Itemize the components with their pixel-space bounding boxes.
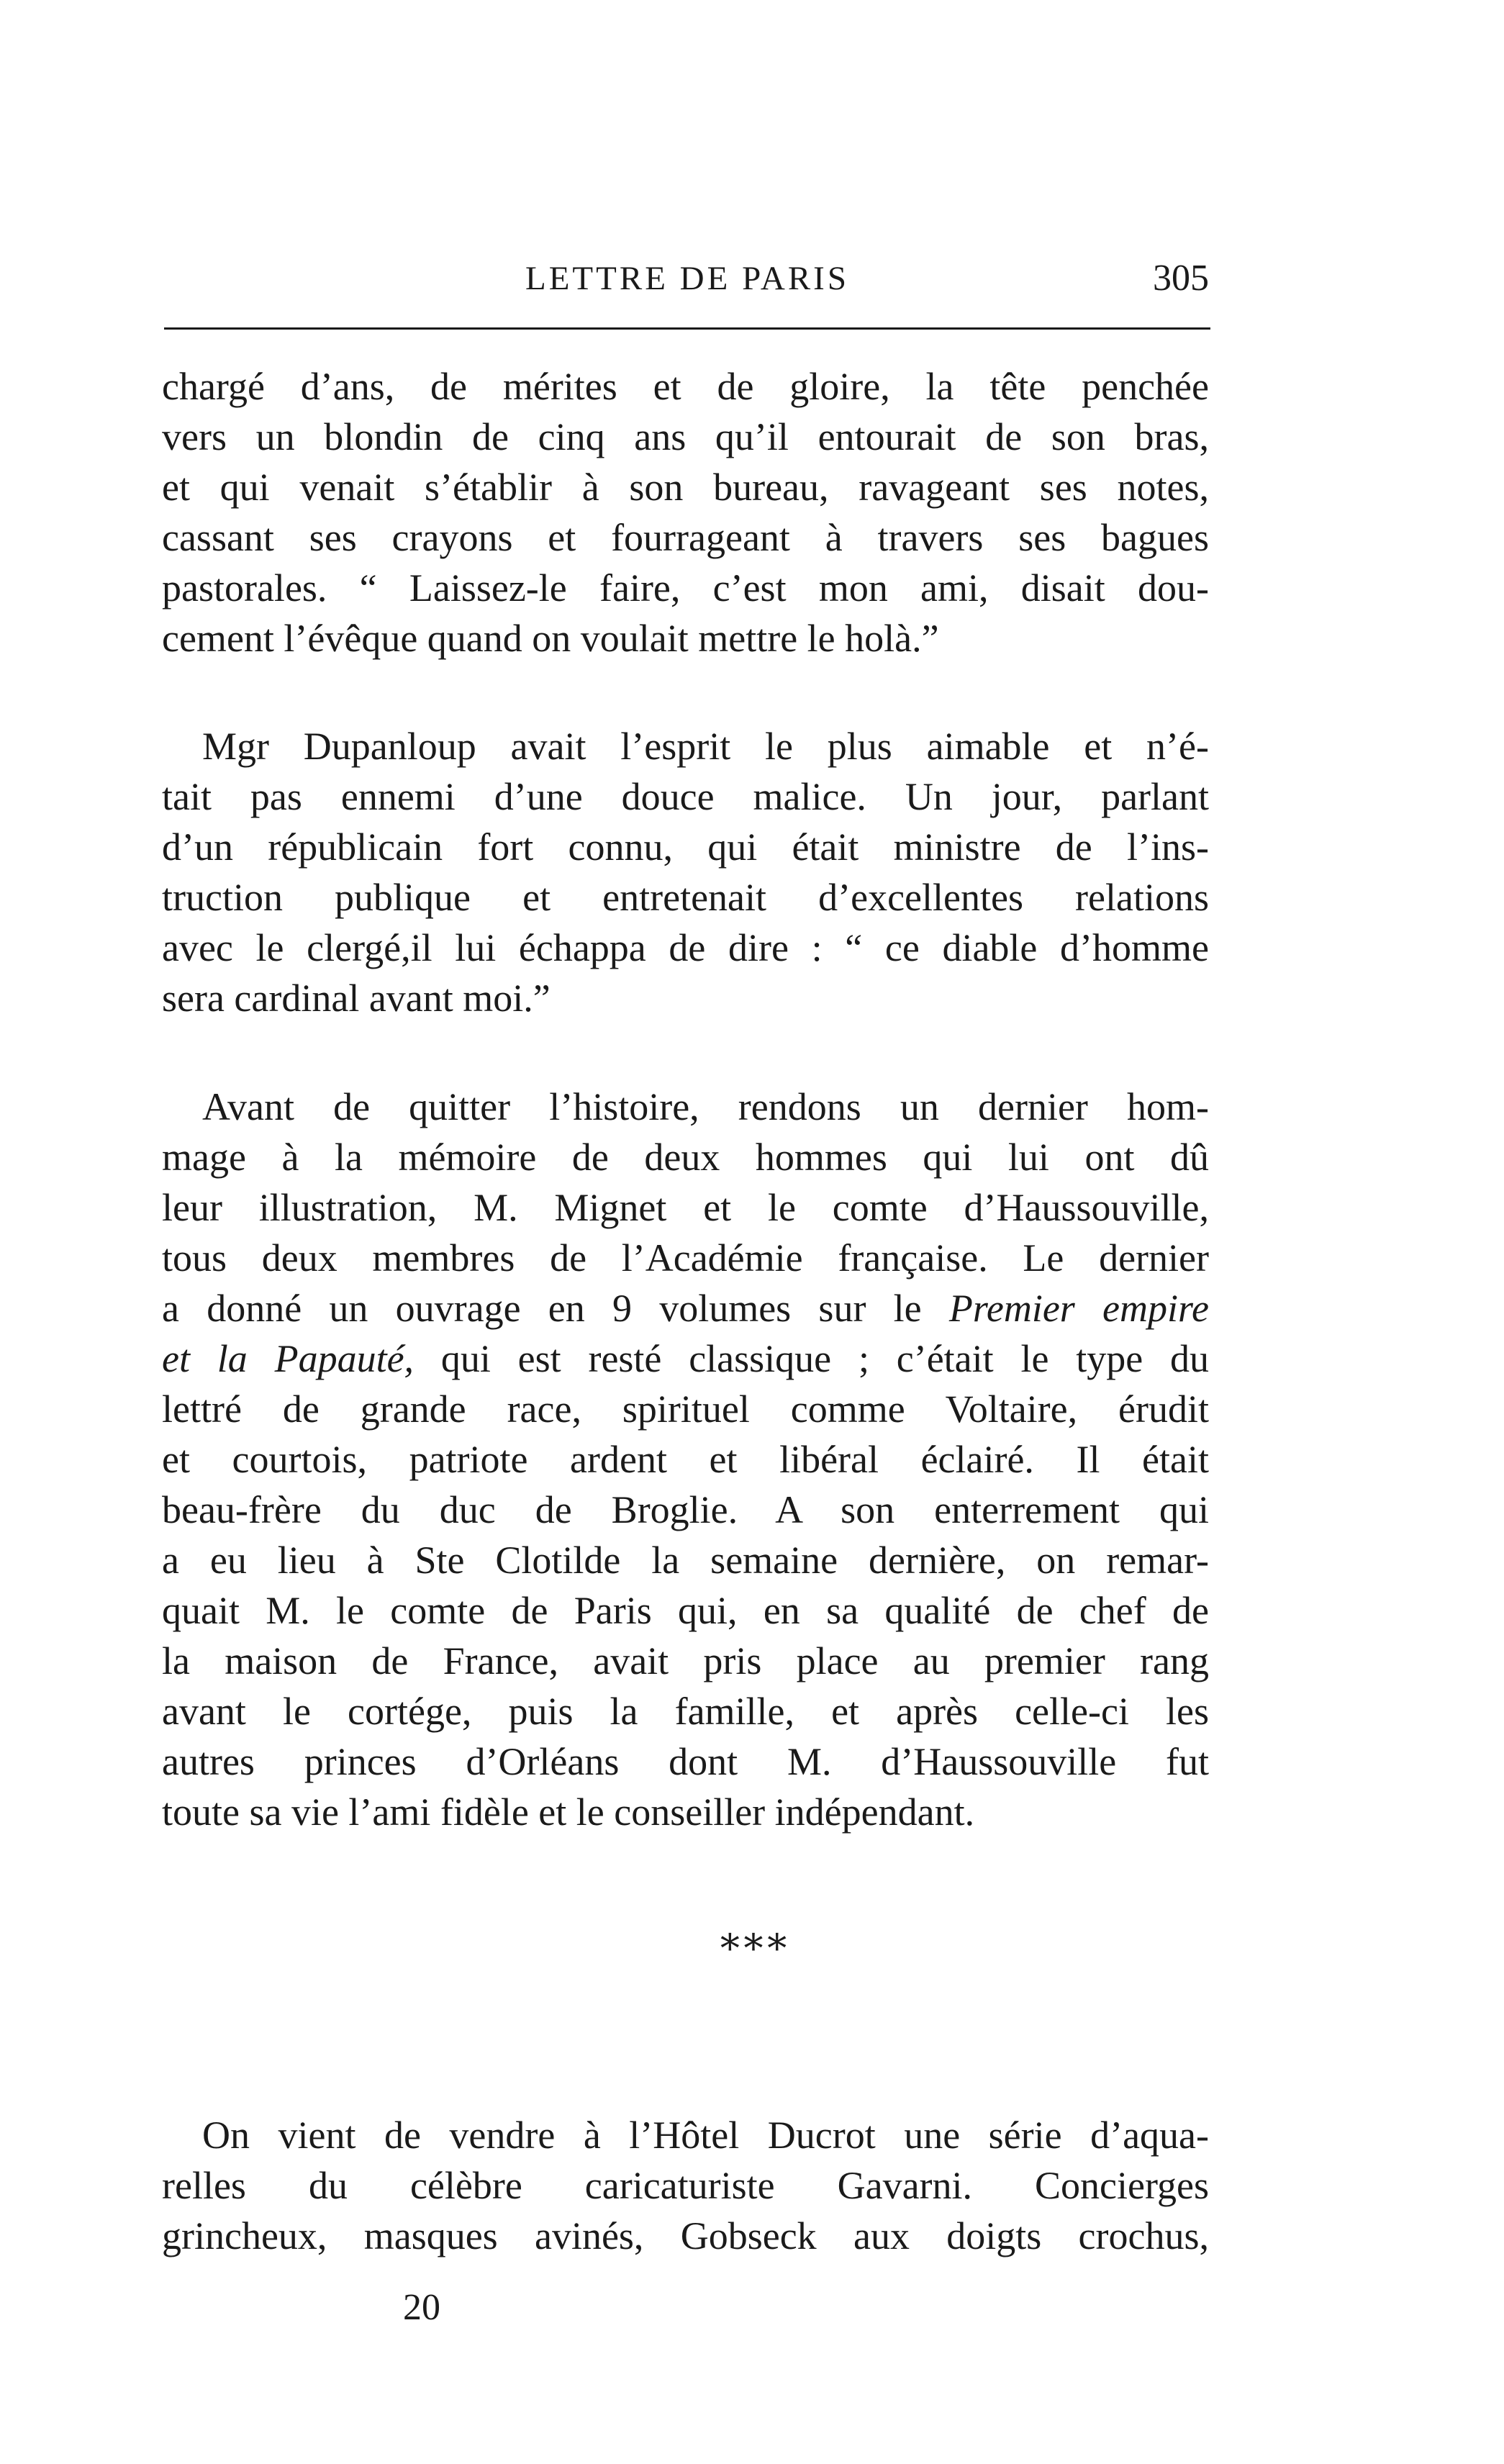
text-line: cassant ses crayons et fourrageant à travers ses bagues (162, 516, 1209, 559)
running-head (166, 253, 1209, 304)
text-line-with-title (162, 1333, 1209, 1384)
text-line: beau-frère du duc de Broglie. A son enterrement qui (162, 1488, 1209, 1531)
book-title-italic: et la Papauté, (162, 1337, 414, 1380)
text-line: avant le cortége, puis la famille, et après celle-ci les (162, 1690, 1209, 1733)
paragraph-4 (162, 2110, 1209, 2261)
text-line: Avant de quitter l’histoire, rendons un dernier hom- (202, 1085, 1209, 1128)
text-line: truction publique et entretenait d’excellentes relations (162, 876, 1209, 919)
text-line: On vient de vendre à l’Hôtel Ducrot une série d’aqua- (202, 2114, 1209, 2157)
signature-mark: 20 (403, 2287, 440, 2328)
text-line: a eu lieu à Ste Clotilde la semaine dernière, on remar- (162, 1539, 1209, 1582)
page-number: 305 (1153, 258, 1209, 299)
text-line: chargé d’ans, de mérites et de gloire, la tête penchée (162, 365, 1209, 408)
text-line: leur illustration, M. Mignet et le comte d’Haussouville, (162, 1186, 1209, 1229)
text-line: d’un républicain fort connu, qui était ministre de l’ins- (162, 825, 1209, 869)
book-title-italic: Premier empire (948, 1287, 1209, 1330)
text-line: quait M. le comte de Paris qui, en sa qualité de chef de (162, 1589, 1209, 1632)
text-fragment: a donné un ouvrage en 9 volumes sur le (162, 1287, 922, 1330)
text-line: pastorales. “ Laissez-le faire, c’est mon ami, disait dou- (162, 566, 1209, 610)
text-line: Mgr Dupanloup avait l’esprit le plus aimable et n’é- (202, 725, 1209, 768)
paragraph-2 (162, 721, 1209, 1023)
header-rule (164, 327, 1210, 330)
text-line: tait pas ennemi d’une douce malice. Un jour, parlant (162, 775, 1209, 818)
running-title: LETTRE DE PARIS (525, 260, 849, 297)
paragraph-1 (162, 361, 1209, 663)
text-line: la maison de France, avait pris place au premier rang (162, 1639, 1209, 1682)
text-line: toute sa vie l’ami fidèle et le conseiller indépendant. (162, 1790, 975, 1834)
text-line: cement l’évêque quand on voulait mettre le holà.” (162, 617, 939, 660)
text-line: tous deux membres de l’Académie française. Le dernier (162, 1236, 1209, 1279)
text-line: autres princes d’Orléans dont M. d’Haussouville fut (162, 1740, 1209, 1783)
text-fragment: qui est resté classique ; c’était le type du (440, 1337, 1210, 1380)
text-line: grincheux, masques avinés, Gobseck aux doigts crochus, (162, 2214, 1209, 2257)
text-line: mage à la mémoire de deux hommes qui lui ont dû (162, 1136, 1209, 1179)
section-separator: ∗∗∗ (716, 1919, 788, 1962)
text-line: relles du célèbre caricaturiste Gavarni. Concierges (162, 2164, 1209, 2207)
text-line: lettré de grande race, spirituel comme Voltaire, érudit (162, 1387, 1209, 1431)
text-line: vers un blondin de cinq ans qu’il entourait de son bras, (162, 415, 1209, 458)
paragraph-3 (162, 1082, 1209, 1837)
text-line: avec le clergé,il lui échappa de dire : “ ce diable d’homme (162, 926, 1209, 969)
text-line: sera cardinal avant moi.” (162, 977, 551, 1020)
text-line: et courtois, patriote ardent et libéral éclairé. Il était (162, 1438, 1209, 1481)
text-line-with-title (162, 1283, 1209, 1333)
text-line: et qui venait s’établir à son bureau, ravageant ses notes, (162, 466, 1209, 509)
